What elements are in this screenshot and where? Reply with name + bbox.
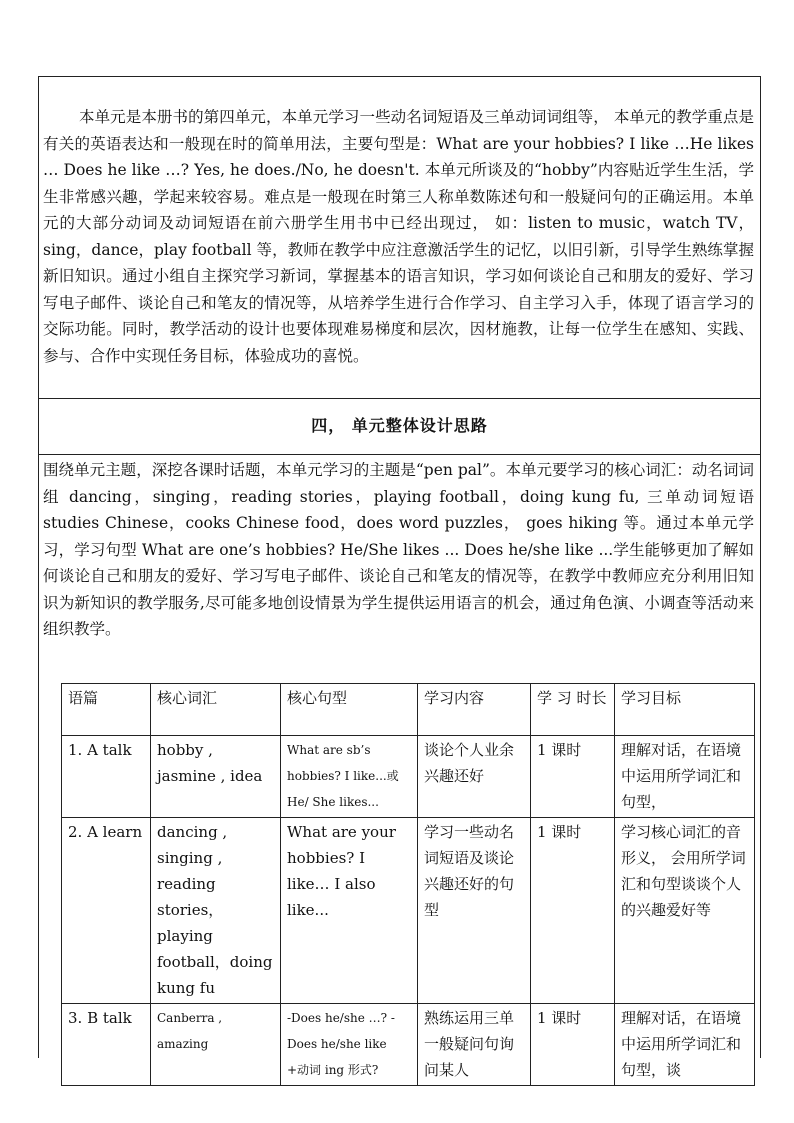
cell-content: 熟练运用三单一般疑问句询问某人 (418, 1004, 531, 1086)
cell-content: 学习一些动名词短语及谈论兴趣还好的句型 (418, 818, 531, 1004)
cell-time: 1 课时 (531, 818, 615, 1004)
cell-vocab: Canberra , amazing (151, 1004, 281, 1086)
header-time: 学 习 时长 (531, 684, 615, 736)
table-row (62, 818, 755, 1004)
header-text: 语篇 (62, 684, 151, 736)
section-heading: 四， 单元整体设计思路 (311, 416, 488, 435)
cell-goal: 理解对话，在语境中运用所学词汇和句型， (615, 736, 755, 818)
header-content: 学习内容 (418, 684, 531, 736)
cell-pattern: -Does he/she …? -Does he/she like +动词 ing 形式? (281, 1004, 418, 1086)
cell-time: 1 课时 (531, 1004, 615, 1086)
cell-pattern: What are your hobbies? I like… I also like... (281, 818, 418, 1004)
header-vocab: 核心词汇 (151, 684, 281, 736)
unit-analysis-cell (39, 77, 760, 399)
cell-time: 1 课时 (531, 736, 615, 818)
cell-goal: 理解对话，在语境中运用所学词汇和句型，谈 (615, 1004, 755, 1086)
header-goal: 学习目标 (615, 684, 755, 736)
cell-content: 谈论个人业余兴趣还好 (418, 736, 531, 818)
cell-text: 1. A talk (62, 736, 151, 818)
section-heading-cell (39, 399, 760, 455)
lesson-plan-table (61, 683, 755, 1086)
cell-goal: 学习核心词汇的音形义， 会用所学词汇和句型谈谈个人的兴趣爱好等 (615, 818, 755, 1004)
cell-text: 3. B talk (62, 1004, 151, 1086)
header-pattern: 核心句型 (281, 684, 418, 736)
design-ideas-paragraph: 围绕单元主题，深挖各课时话题，本单元学习的主题是“pen pal”。本单元要学习的核心词汇：动名词词组 dancing，singing，reading stories，playing football，doing kung fu, 三单动词短语 studies Chinese，cooks Chinese food，does word puzzles， goes hiking 等。通过本单元学习，学习句型 What are one’s hobbies? He/She likes ... Does he/she like ...学生能够更加了解如何谈论自己和朋友的爱好、学习写电子邮件、谈论自己和笔友的情况等，在教学中教师应充分利用旧知识为新知识的教学服务,尽可能多地创设情景为学生提供运用语言的机会，通过角色演、小调查等活动来组织教学。 (43, 461, 754, 638)
table-row (62, 1004, 755, 1086)
document-frame (38, 76, 761, 1079)
table-row (62, 736, 755, 818)
unit-analysis-paragraph: 本单元是本册书的第四单元，本单元学习一些动名词短语及三单动词词组等， 本单元的教学重点是有关的英语表达和一般现在时的简单用法，主要句型是：What are your hobbies? I like …He likes … Does he like …? Yes, he does./No, he doesn't. 本单元所谈及的“hobby”内容贴近学生生活，学生非常感兴趣，学起来较容易。难点是一般现在时第三人称单数陈述句和一般疑问句的正确运用。本单元的大部分动词及动词短语在前六册学生用书中已经出现过， 如：listen to music，watch TV，sing，dance，play football 等，教师在教学中应注意激活学生的记忆，以旧引新，引导学生熟练掌握新旧知识。通过小组自主探究学习新词，掌握基本的语言知识，学习如何谈论自己和朋友的爱好、学习写电子邮件、谈论自己和笔友的情况等，从培养学生进行合作学习、自主学习入手，体现了语言学习的交际功能。同时，教学活动的设计也要体现难易梯度和层次，因材施教，让每一位学生在感知、实践、参与、合作中实现任务目标，体验成功的喜悦。 (43, 108, 754, 365)
table-header-row (62, 684, 755, 736)
cell-vocab: dancing , singing , reading stories，playing football，doing kung fu (151, 818, 281, 1004)
cell-vocab: hobby , jasmine , idea (151, 736, 281, 818)
cell-text: 2. A learn (62, 818, 151, 1004)
design-ideas-cell (39, 455, 760, 1079)
cell-pattern: What are sb’s hobbies? I like...或 He/ She likes... (281, 736, 418, 818)
